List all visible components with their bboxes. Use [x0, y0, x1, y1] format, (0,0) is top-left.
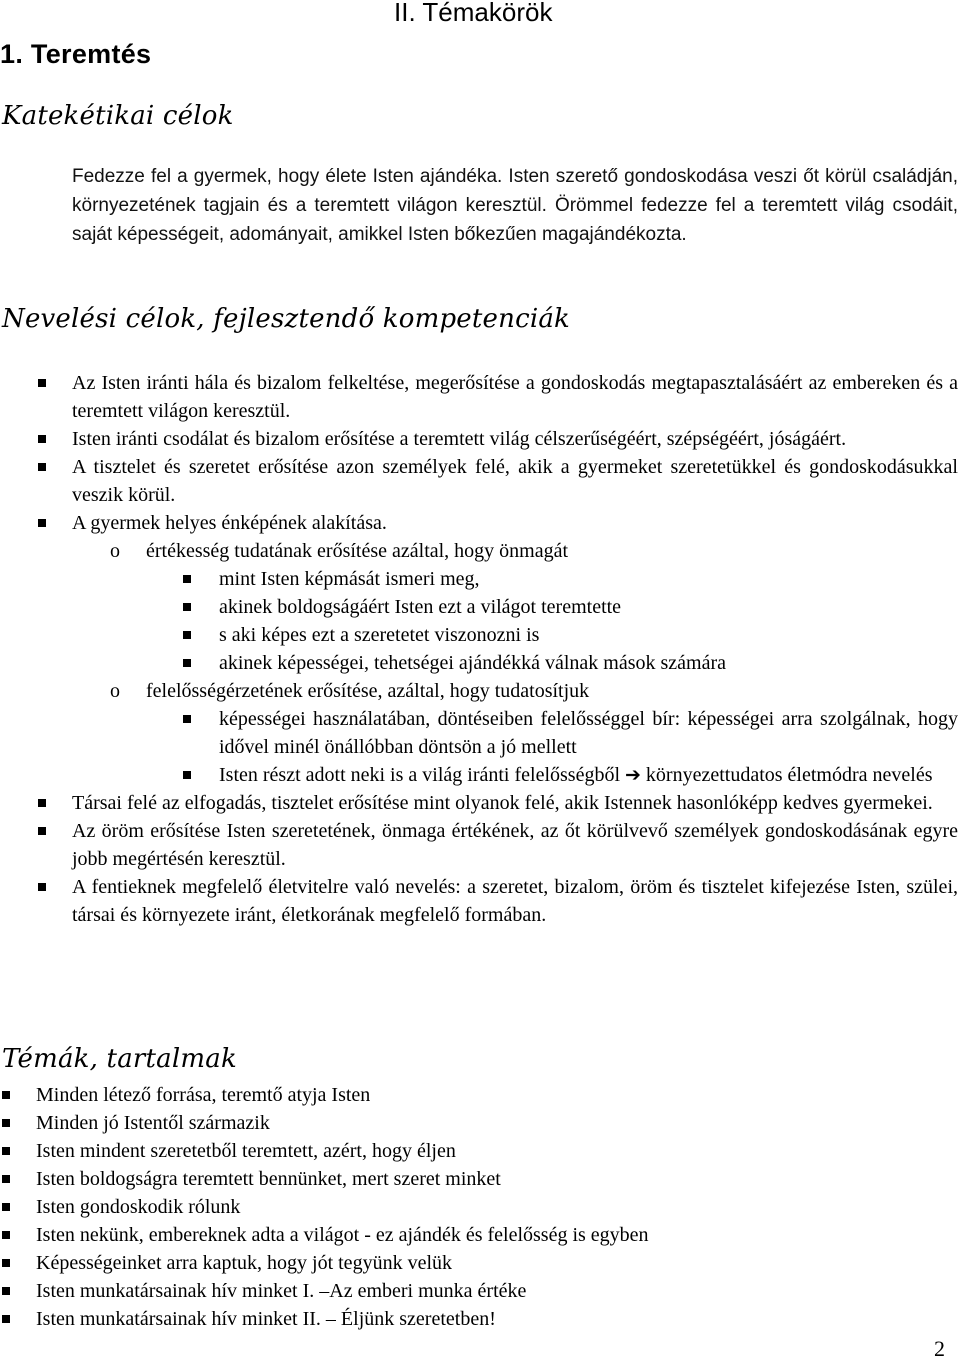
- list-item: Az Isten iránti hála és bizalom felkeltése, megerősítése a gondoskodás megtapasztalásáért az embereken és a teremtett világon keresztül.: [0, 369, 958, 425]
- bullet-square-icon: [183, 603, 191, 611]
- list-item: Az öröm erősítése Isten szeretetének, önmaga értékének, az őt körülvevő személyek gondoskodásának egyre jobb megértésén keresztül.: [0, 817, 958, 873]
- bullet-square-icon: [2, 1091, 10, 1099]
- bullet-square-icon: [38, 827, 46, 835]
- list-item: Isten iránti csodálat és bizalom erősítése a teremtett világ célszerűségéért, szépségéért, jóságáért.: [0, 425, 958, 453]
- bullet-square-icon: [38, 883, 46, 891]
- bullet-square-icon: [183, 715, 191, 723]
- bullet-square-icon: [2, 1119, 10, 1127]
- bullet-circle-icon: o: [110, 680, 120, 702]
- bullet-square-icon: [38, 463, 46, 471]
- nevelesi-list: [0, 369, 958, 929]
- list-item: Isten boldogságra teremtett bennünket, mert szeret minket: [0, 1165, 958, 1193]
- kateketikai-paragraph: Fedezze fel a gyermek, hogy élete Isten ajándéka. Isten szerető gondoskodása veszi őt körül családján, környezetének tagjain és a teremtett világon keresztül. Örömmel fedezze fel a teremtett világ csodáit, saját képességeit, adományait, amikkel Isten bőkezűen magajándékozta.: [72, 166, 958, 245]
- chapter-title: 1. Teremtés: [0, 39, 152, 69]
- bullet-square-icon: [183, 631, 191, 639]
- list-item: Isten munkatársainak hív minket I. –Az emberi munka értéke: [0, 1277, 958, 1305]
- page-number: 2: [934, 1336, 945, 1361]
- list-item: A tisztelet és szeretet erősítése azon személyek felé, akik a gyermeket szeretetükkel és gondoskodásukkal veszik körül.: [0, 453, 958, 509]
- bullet-square-icon: [2, 1147, 10, 1155]
- heading-nevelesi-celok: Nevelési célok, fejlesztendő kompetenciák: [2, 304, 570, 334]
- sub-list-item: o értékesség tudatának erősítése azáltal, hogy önmagát: [0, 537, 958, 565]
- list-item: Minden jó Istentől származik: [0, 1109, 958, 1137]
- bullet-square-icon: [2, 1231, 10, 1239]
- list-item: A gyermek helyes énképének alakítása.: [0, 509, 958, 537]
- arrow-right-icon: ➔: [625, 764, 641, 786]
- bullet-square-icon: [2, 1259, 10, 1267]
- sub-sub-list-item: akinek boldogságáért Isten ezt a világot teremtette: [0, 593, 958, 621]
- temak-list: [0, 1081, 958, 1333]
- bullet-square-icon: [38, 799, 46, 807]
- heading-kateketikai-celok: Katekétikai célok: [2, 101, 234, 131]
- sub-list-item: o felelősségérzetének erősítése, azáltal, hogy tudatosítjuk: [0, 677, 958, 705]
- bullet-square-icon: [2, 1203, 10, 1211]
- bullet-square-icon: [183, 771, 191, 779]
- sub-sub-list-item: Isten részt adott neki is a világ iránti felelősségből ➔ környezettudatos életmódra nevelés: [0, 761, 958, 789]
- list-item: Képességeinket arra kaptuk, hogy jót tegyünk velük: [0, 1249, 958, 1277]
- bullet-square-icon: [183, 575, 191, 583]
- heading-temak-tartalmak: Témák, tartalmak: [2, 1044, 237, 1074]
- sub-sub-list-item: mint Isten képmását ismeri meg,: [0, 565, 958, 593]
- bullet-square-icon: [38, 379, 46, 387]
- bullet-square-icon: [2, 1315, 10, 1323]
- bullet-square-icon: [38, 519, 46, 527]
- bullet-circle-icon: o: [110, 540, 120, 562]
- list-item: Minden létező forrása, teremtő atyja Isten: [0, 1081, 958, 1109]
- sub-sub-list-item: s aki képes ezt a szeretetet viszonozni is: [0, 621, 958, 649]
- list-item: Isten nekünk, embereknek adta a világot - ez ajándék és felelősség is egyben: [0, 1221, 958, 1249]
- list-item: A fentieknek megfelelő életvitelre való nevelés: a szeretet, bizalom, öröm és tisztelet kifejezése Isten, szülei, társai és környezete iránt, életkorának megfelelő formában.: [0, 873, 958, 929]
- bullet-square-icon: [183, 659, 191, 667]
- list-item: Isten gondoskodik rólunk: [0, 1193, 958, 1221]
- bullet-square-icon: [2, 1287, 10, 1295]
- sub-sub-list-item: akinek képességei, tehetségei ajándékká válnak mások számára: [0, 649, 958, 677]
- list-item: Isten mindent szeretetből teremtett, azért, hogy éljen: [0, 1137, 958, 1165]
- list-item: Isten munkatársainak hív minket II. – Éljünk szeretetben!: [0, 1305, 958, 1333]
- bullet-square-icon: [2, 1175, 10, 1183]
- sub-sub-list-item: képességei használatában, döntéseiben felelősséggel bír: képességei arra szolgálnak, hogy idővel minél önállóbban döntsön a jó mellett: [0, 705, 958, 761]
- list-item: Társai felé az elfogadás, tisztelet erősítése mint olyanok felé, akik Istennek hasonlóképp kedves gyermekei.: [0, 789, 958, 817]
- section-header: II. Témakörök: [394, 0, 553, 27]
- bullet-square-icon: [38, 435, 46, 443]
